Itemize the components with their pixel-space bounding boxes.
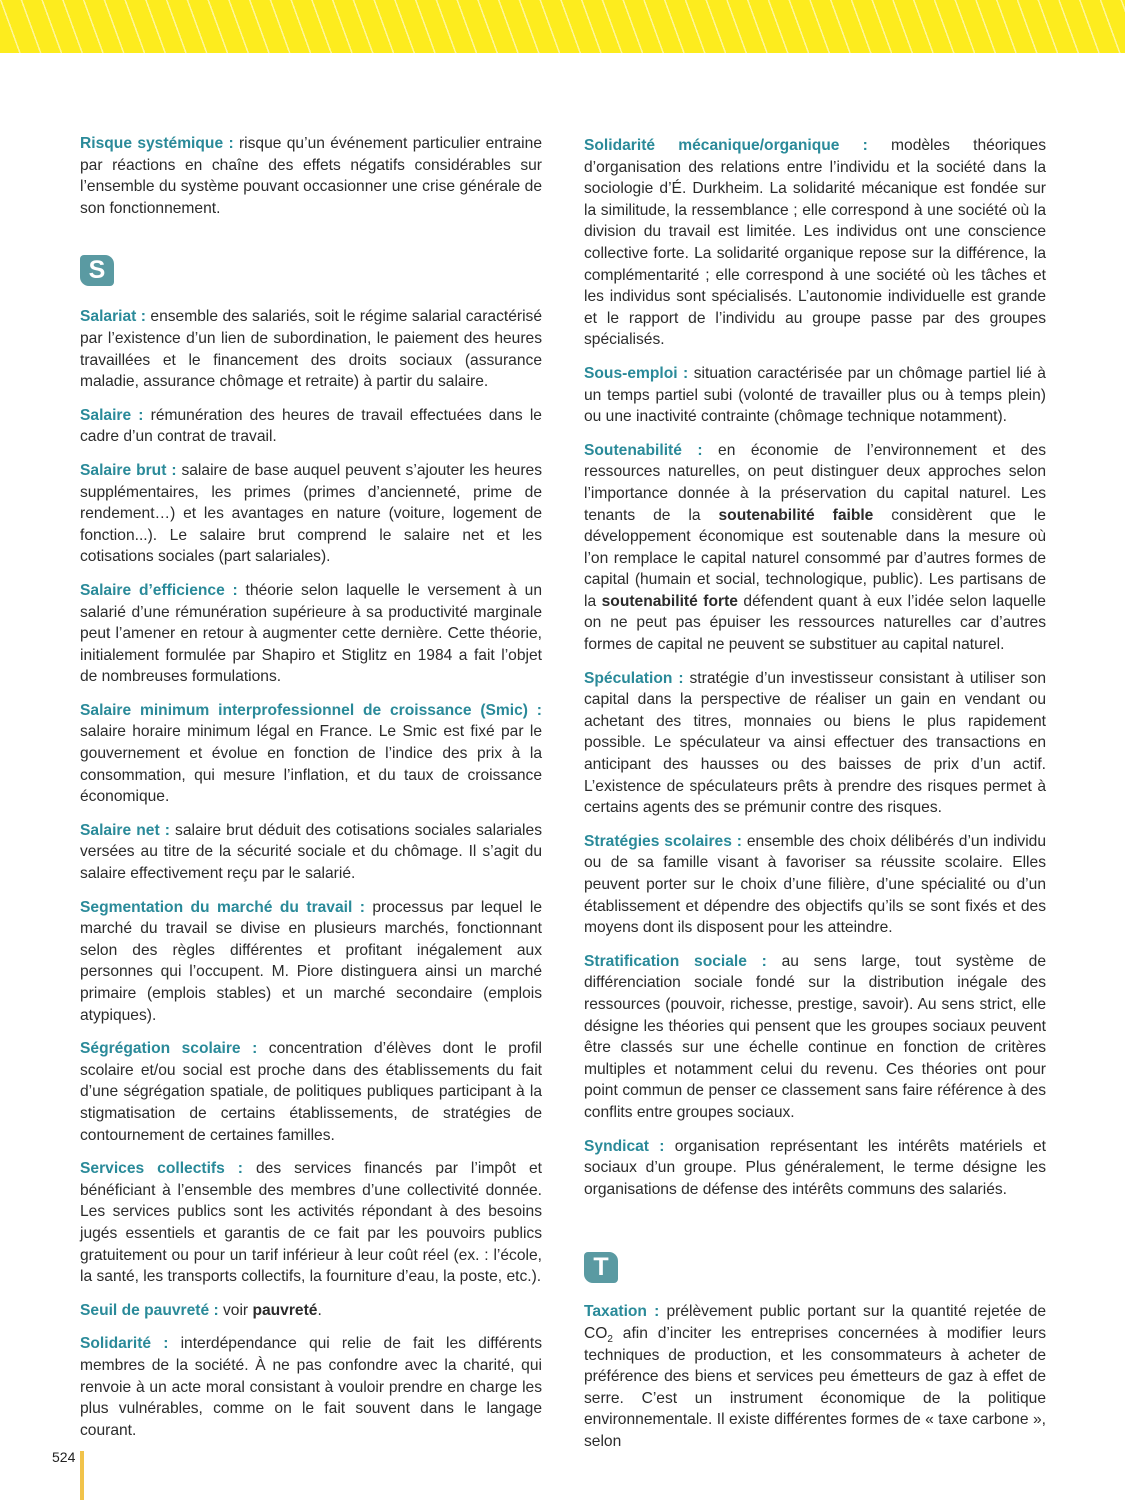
entry-definition: des services financés par l’impôt et bénéficiant à l’ensemble des membres d’une collectivité donnée. Les services publics sont les activités répondant à des besoins jugés essentiels et garantis de ce fait par les pouvoirs publics gratuitement ou pour un tarif inférieur à leur coût réel (ex. : l’école, la santé, les transports collectifs, la fourniture d’eau, la poste, etc.). xyxy=(80,1160,542,1286)
entry-term: Seuil de pauvreté : xyxy=(80,1301,219,1319)
emphasis-soutenabilite-faible: soutenabilité faible xyxy=(718,506,874,524)
entry-definition: prélèvement public portant sur la quantité rejetée de CO xyxy=(584,1303,1046,1342)
entry-term: Salaire d’efficience : xyxy=(80,581,238,599)
glossary-entry-smic xyxy=(80,700,542,808)
entry-term: Services collectifs : xyxy=(80,1160,243,1178)
entry-definition: organisation représentant les intérêts matériels et sociaux d’un groupe. Plus généralement, le terme désigne les organisations de défense des intérêts communs des salariés. xyxy=(584,1137,1046,1198)
entry-definition: afin d’inciter les entreprises concernées à modifier leurs techniques de production, et les consommateurs à acheter de préférence des biens et services peu émetteurs de gaz à effet de serre. C’est un instrument économique de la politique environnementale. Il existe différentes formes de « taxe carbone », selon xyxy=(584,1324,1046,1450)
glossary-entry-solidarite xyxy=(80,1333,542,1441)
glossary-entry-services-collectifs xyxy=(80,1158,542,1288)
glossary-entry-risque-systemique xyxy=(80,133,542,219)
entry-definition: rémunération des heures de travail effectuées dans le cadre d’un contrat de travail. xyxy=(80,406,542,446)
glossary-entry-seuil-pauvrete xyxy=(80,1300,542,1322)
entry-term: Salaire minimum interprofessionnel de croissance (Smic) : xyxy=(80,701,542,719)
glossary-entry-speculation xyxy=(584,668,1046,819)
entry-term: Segmentation du marché du travail : xyxy=(80,898,365,916)
glossary-entry-strategies-scolaires xyxy=(584,831,1046,939)
entry-definition: considèrent que le développement économique est soutenable dans la mesure où l’on remplace le capital naturel consommé par d’autres formes de capital (humain et social, technologique, public). Les partisans de la xyxy=(584,506,1046,610)
entry-term: Ségrégation scolaire : xyxy=(80,1040,258,1058)
entry-term: Sous-emploi : xyxy=(584,364,689,382)
entry-definition: processus par lequel le marché du travail se divise en plusieurs marchés, fonctionnant selon des règles différentes et profitant inégalement aux personnes qui l’occupent. M. Piore distinguera ainsi un marché primaire (emplois stables) et un marché secondaire (emplois atypiques). xyxy=(80,898,542,1024)
cross-reference-pauvrete: pauvreté xyxy=(252,1301,318,1319)
entry-definition: voir xyxy=(218,1301,253,1319)
entry-term: Solidarité mécanique/organique : xyxy=(584,137,868,154)
entry-definition: concentration d’élèves dont le profil scolaire et/ou social est proche dans des établissements du fait d’une ségrégation spatiale, de politiques publiques participant à la stigmatisation de certains établissements, de stratégies de contournement de certaines familles. xyxy=(80,1040,542,1144)
glossary-entry-salaire xyxy=(80,405,542,448)
glossary-entry-solidarite-mecanique-organique xyxy=(584,135,1046,351)
entry-term: Salaire : xyxy=(80,406,144,424)
glossary-entry-salariat xyxy=(80,306,542,392)
entry-definition: salaire horaire minimum légal en France. Le Smic est fixé par le gouvernement et évolue en fonction de l’indice des prix à la consommation, qui mesure l’inflation, et du taux de croissance économique. xyxy=(80,723,542,806)
glossary-entry-salaire-net xyxy=(80,820,542,885)
entry-definition: défendent quant à eux l’idée selon laquelle on ne peut pas épuiser les ressources naturelles car d’autres formes de capital ne peuvent se substituer au capital naturel. xyxy=(584,592,1046,654)
entry-definition: ensemble des choix délibérés d’un individu ou de sa famille visant à favoriser sa réussite scolaire. Elles peuvent porter sur le choix d’une filière, d’une spécialité ou d’un établissement et dépendre des objectifs qu’ils se sont fixés et des moyens dont ils disposent pour les atteindre. xyxy=(584,832,1046,937)
glossary-entry-syndicat xyxy=(584,1136,1046,1201)
entry-term: Risque systémique : xyxy=(80,135,234,152)
page-number: 524 xyxy=(52,1449,76,1465)
entry-term: Syndicat : xyxy=(584,1137,665,1155)
glossary-entry-stratification-sociale xyxy=(584,951,1046,1124)
entry-definition: situation caractérisée par un chômage partiel lié à un temps partiel subi (volonté de travailler plus ou à temps plein) ou une inactivité contrainte (chômage technique notamment). xyxy=(584,364,1046,426)
entry-term: Soutenabilité : xyxy=(584,441,703,459)
entry-term: Solidarité : xyxy=(80,1335,169,1353)
entry-definition: stratégie d’un investisseur consistant à utiliser son capital dans la perspective de réaliser un gain en vendant ou achetant des titres, monnaies ou biens le plus rapidement possible. Le spéculateur va ainsi effectuer des transactions en anticipant des hausses ou des baisses de prix d’un actif. L’existence de spéculateurs prêts à prendre des risques permet à certains agents des se prémunir contre des risques. xyxy=(584,669,1046,817)
entry-definition: salaire de base auquel peuvent s’ajouter les heures supplémentaires, les primes (primes d’ancienneté, prime de rendement…) et les avantages en nature (voiture, logement de fonction...). Le salaire brut comprend le salaire net et les cotisations sociales (part salariales). xyxy=(80,461,542,566)
entry-definition: salaire brut déduit des cotisations sociales salariales versées au titre de la sécurité sociale et du chômage. Il s’agit du salaire effectivement reçu par le salarié. xyxy=(80,821,542,883)
entry-term: Salaire brut : xyxy=(80,461,177,479)
entry-definition: modèles théoriques d’organisation des relations entre l’individu et la société dans la sociologie d’É. Durkheim. La solidarité mécanique est fondée sur la similitude, la ressemblance ; elle correspond à une société où la division du travail est limitée. Les individus ont une conscience collective forte. La solidarité organique repose sur la différence, la complémentarité ; elle correspond à une société où les tâches et les individus sont spécialisés. L’autonomie individuelle est grande et le rapport de l’individu au groupe passe par des groupes spécialisés. xyxy=(584,137,1046,349)
glossary-entry-segmentation xyxy=(80,897,542,1027)
entry-definition-end: . xyxy=(317,1301,322,1319)
entry-definition: interdépendance qui relie de fait les différents membres de la société. À ne pas confondre avec la charité, qui renvoie à un acte moral consistant à vouloir prendre en charge les plus vulnérables, comme on le fait souvent dans le langage courant. xyxy=(80,1335,542,1439)
glossary-entry-segregation-scolaire xyxy=(80,1038,542,1146)
glossary-entry-taxation xyxy=(584,1301,1046,1452)
glossary-entry-sous-emploi xyxy=(584,363,1046,428)
header-band xyxy=(0,0,1125,53)
left-column xyxy=(80,133,542,1453)
glossary-entry-salaire-brut xyxy=(80,460,542,568)
section-letter-badge: T xyxy=(584,1252,618,1283)
entry-definition: risque qu’un événement particulier entraine par réactions en chaîne des effets négatifs considérables sur l’ensemble du système pouvant occasionner une crise générale de son fonctionnement. xyxy=(80,135,542,217)
entry-term: Spéculation : xyxy=(584,669,684,687)
subscript-2: 2 xyxy=(607,1334,613,1346)
entry-term: Salariat : xyxy=(80,308,146,326)
entry-definition: au sens large, tout système de différenciation sociale fondé sur la distribution inégale des ressources (pouvoir, richesse, prestige, savoir). Au sens strict, elle désigne les théories qui pensent que les groupes sociaux peuvent être classés sur une échelle continue en fonction de critères multiples et notamment celui du revenu. Ces théories ont pour point commun de penser ce classement sans faire référence à des conflits entre groupes sociaux. xyxy=(584,952,1046,1121)
entry-term: Stratégies scolaires : xyxy=(584,832,742,850)
entry-term: Stratification sociale : xyxy=(584,952,767,970)
entry-definition: théorie selon laquelle le versement à un salarié d’une rémunération supérieure à sa productivité marginale peut l’amener en retour à augmenter cette dernière. Cette théorie, initialement formulée par Shapiro et Stiglitz en 1984 a fait l’objet de nombreuses formulations. xyxy=(80,581,543,686)
glossary-entry-salaire-efficience xyxy=(80,580,542,688)
emphasis-soutenabilite-forte: soutenabilité forte xyxy=(601,592,738,610)
entry-definition: ensemble des salariés, soit le régime salarial caractérisé par l’existence d’un lien de subordination, le paiement des heures travaillées et le financement des droits sociaux (assurance maladie, assurance chômage et retraite) à partir du salaire. xyxy=(80,308,543,391)
entry-definition: en économie de l’environnement et des ressources naturelles, on peut distinguer deux approches selon l’importance donnée à la préservation du capital naturel. Les tenants de la xyxy=(584,441,1046,524)
glossary-entry-soutenabilite xyxy=(584,440,1046,656)
entry-term: Salaire net : xyxy=(80,821,170,839)
section-letter-badge: S xyxy=(80,255,114,286)
page-number-rule xyxy=(80,1451,84,1500)
right-column xyxy=(584,135,1046,1464)
entry-term: Taxation : xyxy=(584,1303,660,1321)
